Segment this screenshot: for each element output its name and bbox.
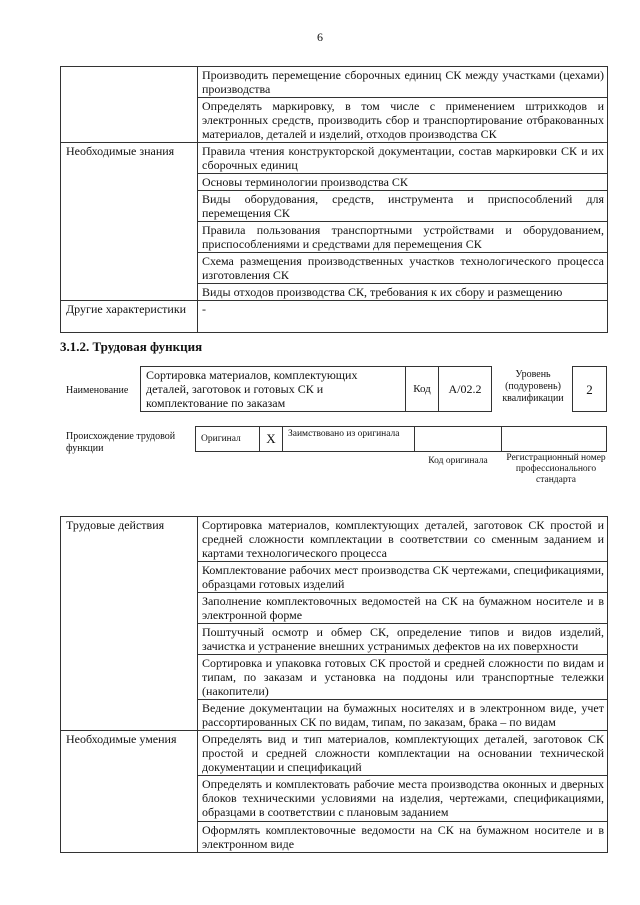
function-code: A/02.2 xyxy=(438,366,492,412)
table-row: Ведение документации на бумажных носителях и в электронном виде, учет рассортированных СК по видам, типам, по заказам, брака – по видам xyxy=(198,700,608,731)
table-row: Заполнение комплектовочных ведомостей на СК на бумажном носителе и в электронной форме xyxy=(198,593,608,624)
function-level: 2 xyxy=(572,366,607,412)
row-label-skills: Необходимые умения xyxy=(61,731,198,853)
table-row: Производить перемещение сборочных единиц СК между участками (цехами) производства xyxy=(198,67,608,98)
table-row: Сортировка и упаковка готовых СК простой и средней сложности по видам и типам, по заказам и установка на поддоны или транспортные тележки (накопители) xyxy=(198,655,608,700)
table-row: Схема размещения производственных участков технологического процесса изготовления СК xyxy=(198,253,608,284)
row-label-actions: Трудовые действия xyxy=(61,517,198,731)
code-original-cell xyxy=(414,426,502,452)
row-label-empty xyxy=(61,67,198,143)
reg-number-caption: Регистрационный номер профессионального стандарта xyxy=(506,453,606,485)
table-row: Поштучный осмотр и обмер СК, определение типов и видов изделий, зачистка и устранение внешних устранимых дефектов на их поверхности xyxy=(198,624,608,655)
table-row: Правила чтения конструкторской документации, состав маркировки СК и их сборочных единиц xyxy=(198,143,608,174)
origin-label: Происхождение трудовой функции xyxy=(66,431,176,454)
skills-table-top xyxy=(60,66,608,333)
skills-table-bottom xyxy=(60,516,608,853)
table-row: Определять вид и тип материалов, комплектующих деталей, заготовок СК простой и средней сложности комплектации на основании технической документации и спецификаций xyxy=(198,731,608,776)
section-title: 3.1.2. Трудовая функция xyxy=(60,339,203,354)
code-original-caption: Код оригинала xyxy=(428,456,488,466)
row-label-knowledge: Необходимые знания xyxy=(61,143,198,301)
table-row: - xyxy=(198,301,608,333)
table-row: Виды оборудования, средств, инструмента и приспособлений для перемещения СК xyxy=(198,191,608,222)
name-label: Наименование xyxy=(66,385,129,396)
original-label: Оригинал xyxy=(201,434,241,444)
table-row: Определять и комплектовать рабочие места производства оконных и дверных блоков техническими условиями на изделия, чертежами, спецификациями, образцами в соответствии с плановым заданием xyxy=(198,776,608,822)
page-number: 6 xyxy=(317,30,323,44)
row-label-other: Другие характеристики xyxy=(61,301,198,333)
code-label: Код xyxy=(406,366,438,412)
table-row: Сортировка материалов, комплектующих деталей, заготовок СК простой и средней сложности комплектации в соответствии со сменным заданием и картами технологического процесса xyxy=(198,517,608,562)
function-name-box xyxy=(140,366,406,412)
table-row: Комплектование рабочих мест производства СК чертежами, спецификациями, образцами готовых изделий xyxy=(198,562,608,593)
table-row: Определять маркировку, в том числе с применением штрихкодов и электронных средств, производить сбор и транспортирование отбракованных материалов, деталей и изделий, отходов производства СК xyxy=(198,98,608,143)
table-row: Основы терминологии производства СК xyxy=(198,174,608,191)
function-name: Сортировка материалов, комплектующих деталей, заготовок и готовых СК и комплектование по заказам xyxy=(146,368,358,410)
level-label: Уровень (подуровень) квалификации xyxy=(502,369,564,404)
origin-row xyxy=(195,426,607,452)
original-mark: X xyxy=(266,431,276,446)
table-row: Виды отходов производства СК, требования к их сбору и размещению xyxy=(198,284,608,301)
borrowed-label: Заимствовано из оригинала xyxy=(288,429,400,439)
table-row: Правила пользования транспортными устройствами и оборудованием, приспособлениями и средствами для перемещения СК xyxy=(198,222,608,253)
table-row: Оформлять комплектовочные ведомости на СК на бумажном носителе и в электронном виде xyxy=(198,822,608,853)
